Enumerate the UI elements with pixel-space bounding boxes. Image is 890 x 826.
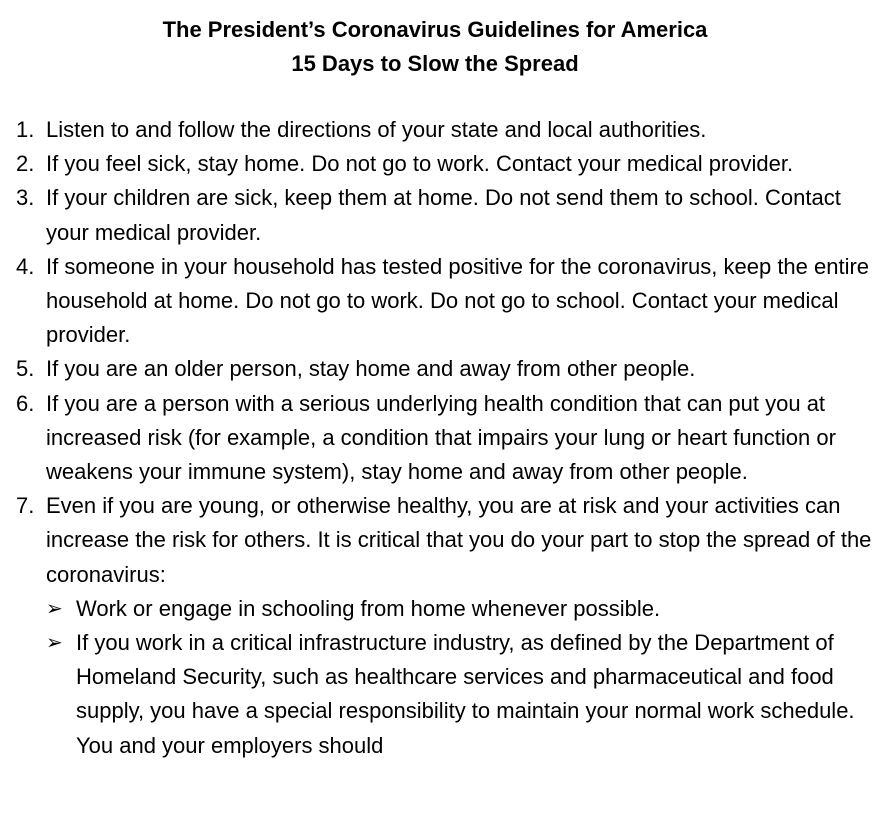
arrow-bullet-icon: ➢ [46, 632, 63, 655]
list-item-number: 5. [16, 356, 35, 382]
sub-bullet-2 [0, 626, 876, 763]
list-item-3 [0, 181, 886, 249]
list-item-text: If someone in your household has tested positive for the coronavirus, keep the entire household at home. Do not go to work. Do not go to school. Contact your medical provider. [46, 253, 870, 348]
list-item-text: If you are a person with a serious underlying health condition that can put you at increased risk (for example, a condition that impairs your lung or heart function or weakens your immune system), stay home and away from other people. [46, 390, 836, 485]
list-item-number: 6. [16, 390, 35, 416]
list-item-number: 7. [16, 493, 35, 519]
list-item-number: 2. [16, 151, 35, 177]
sub-bullet-1 [0, 592, 876, 626]
list-item-text: Listen to and follow the directions of your state and local authorities. [46, 117, 707, 142]
sub-bullet-text: Work or engage in schooling from home whenever possible. [76, 595, 661, 621]
document-subtitle: 15 Days to Slow the Spread [291, 51, 579, 76]
list-item-number: 4. [16, 253, 35, 279]
list-item-text: If you feel sick, stay home. Do not go to work. Contact your medical provider. [46, 151, 794, 177]
document-title: The President’s Coronavirus Guidelines for America [162, 17, 708, 42]
list-item-text: If you are an older person, stay home and away from other people. [46, 356, 696, 382]
list-item-number: 1. [16, 117, 35, 142]
list-item-4 [0, 250, 886, 353]
sub-bullet-text: If you work in a critical infrastructure industry, as defined by the Department of Homeland Security, such as healthcare services and pharmaceutical and food supply, you have a special responsibility to maintain your normal work schedule. You and your employers should [76, 630, 855, 758]
arrow-bullet-icon: ➢ [46, 597, 63, 620]
list-item-text: If your children are sick, keep them at home. Do not send them to school. Contact your medical provider. [46, 185, 841, 245]
list-item-7 [0, 489, 886, 592]
list-item-text: Even if you are young, or otherwise healthy, you are at risk and your activities can increase the risk for others. It is critical that you do your part to stop the spread of the coronavirus: [46, 493, 872, 587]
list-item-2 [0, 147, 886, 181]
list-item-number: 3. [16, 185, 35, 211]
list-item-1 [0, 113, 886, 147]
guidelines-list [0, 113, 890, 763]
list-item-5 [0, 352, 886, 386]
list-item-6 [0, 387, 886, 490]
